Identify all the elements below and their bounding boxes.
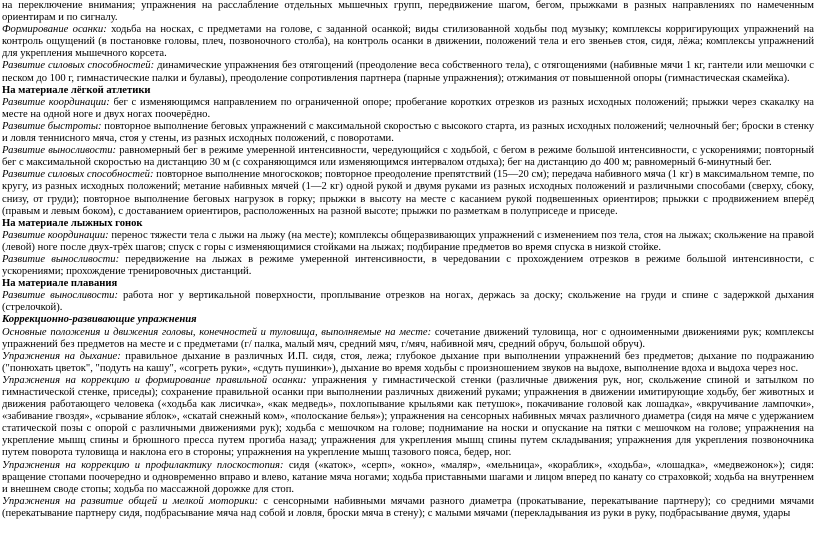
paragraph-lead: Развитие силовых способностей: xyxy=(2,169,154,181)
paragraph-lead: Упражнения на коррекцию и формирование правильной осанки: xyxy=(2,374,307,386)
paragraph xyxy=(2,460,814,496)
paragraph xyxy=(2,290,814,314)
section-heading: На материале лёгкой атлетики xyxy=(2,84,151,96)
paragraph-lead: Развитие выносливости: xyxy=(2,290,118,302)
paragraph-lead: Развитие координации: xyxy=(2,96,110,108)
paragraph xyxy=(2,351,814,375)
paragraph-lead: Основные положения и движения головы, конечностей и туловища, выполняемые на месте: xyxy=(2,326,432,338)
paragraph-text: на переключение внимания; упражнения на расслабление отдельных мышечных групп, передвижение шагом, бегом, прыжками в разных направлениях по намеченным ориентирам и по сигналу. xyxy=(2,0,814,24)
paragraph xyxy=(2,0,814,24)
paragraph-lead: Развитие быстроты: xyxy=(2,120,102,132)
paragraph-lead: Развитие силовых способностей: xyxy=(2,60,155,72)
section-heading: На материале лыжных гонок xyxy=(2,217,143,229)
paragraph-text: сочетание движений туловища, ног с одноименными движениями рук; комплексы упражнений без предметов на месте и с предметами (г/ палка, малый мяч, средний мяч, г/мяч, набивной мяч, средний обруч, большой обруч). xyxy=(2,326,814,350)
paragraph-text: ходьба на носках, с предметами на голове, с заданной осанкой; виды стилизованной ходьбы под музыку; комплексы корригирующих упражнений на контроль ощущений (в постановке головы, плеч, позвоночного столба), на контроль осанки в движении, положений тела и его звеньев стоя, сидя, лёжа; комплексы упражнений для укрепления мышечного корсета. xyxy=(2,24,814,60)
paragraph-text: работа ног у вертикальной поверхности, проплывание отрезков на ногах, держась за доску; скольжение на груди и спине с задержкой дыхания (стрелочкой). xyxy=(2,290,814,314)
paragraph-lead: Упражнения на коррекцию и профилактику плоскостопия: xyxy=(2,459,284,471)
paragraph-lead: Развитие выносливости: xyxy=(2,145,117,157)
paragraph xyxy=(2,145,814,169)
paragraph-text: бег с изменяющимся направлением по ограниченной опоре; пробегание коротких отрезков из разных исходных положений; прыжки через скакалку на месте на одной ноге и двух ногах поочерёдно. xyxy=(2,96,814,120)
paragraph-lead: Формирование осанки: xyxy=(2,24,107,36)
paragraph xyxy=(2,121,814,145)
paragraph-lead: Упражнения на дыхание: xyxy=(2,350,121,362)
paragraph-text: упражнения у гимнастической стенки (различные движения рук, ног, скольжение спиной и затылком по гимнастической стенке, приседы); сохранение правильной осанки при выполнении различных движений руками; упражнения в движении имитирующие ходьбу, бег животных и движения работающего человека («ходьба как лисичка», «как медведь», похлопывание крыльями как петушок», покачивание головой как лошадка», «вкручивание лампочки», «забивание гвоздя», «срывание яблок», «скатай снежный ком», «полоскание белья»); упражнения на сенсорных набивных мячах различного диаметра (сидя на мяче с удержанием статической позы с опорой с различными движениями рук); ходьба с мешочком на голове; поднимание на носки и опускание на пятки с мешочком на голове; упражнения на укрепление мышц спины и брюшного пресса путем прогиба назад; упражнения для укрепления мышц спины путем складывания; упражнения для укрепления позвоночника путем поворота туловища и наклона его в стороны; упражнения на укрепление мышц тазового пояса, бедер, ног. xyxy=(2,374,814,459)
paragraph-text: повторное выполнение беговых упражнений с максимальной скоростью с высокого старта, из разных исходных положений; челночный бег; броски в стенку и ловля теннисного мяча, стоя у стены, из разных исходных положений, с поворотами. xyxy=(2,120,814,145)
paragraph xyxy=(2,327,814,351)
paragraph-text: перенос тяжести тела с лыжи на лыжу (на месте); комплексы общеразвивающих упражнений с изменением поз тела, стоя на лыжах; скольжение на правой (левой) ноге после двух-трёх шагов; спуск с горы с изменяющимися стойками на лыжах; подбирание предметов во время спуска в низкой стойке. xyxy=(2,229,814,253)
paragraph-text: равномерный бег в режиме умеренной интенсивности, чередующийся с ходьбой, с бегом в режиме большой интенсивности, с ускорениями; повторный бег с максимальной скоростью на дистанцию 30 м (с сохраняющимся или изменяющимся интервалом отдыха); бег на дистанцию до 400 м; равномерный 6-минутный бег. xyxy=(2,145,814,169)
paragraph-text: динамические упражнения без отягощений (преодоление веса собственного тела), с отягощениями (набивные мячи 1 кг, гантели или мешочки с песком до 100 г, гимнастические палки и булавы), преодоление сопротивления партнера (парные упражнения); отжимания от повышенной опоры (гимнастическая скамейка). xyxy=(2,60,814,84)
paragraph xyxy=(2,97,814,121)
paragraph-text: передвижение на лыжах в режиме умеренной интенсивности, в чередовании с прохождением отрезков в режиме большой интенсивности, с ускорениями; прохождение тренировочных дистанций. xyxy=(2,253,814,278)
paragraph xyxy=(2,230,814,254)
paragraph xyxy=(2,254,814,278)
paragraph xyxy=(2,60,814,84)
paragraph xyxy=(2,169,814,217)
section-heading: Коррекционно-развивающие упражнения xyxy=(2,314,197,326)
paragraph xyxy=(2,24,814,60)
paragraph-text: сидя («каток», «серп», «окно», «маляр», «мельница», «кораблик», «ходьба», «лошадка», «медвежонок»); сидя: вращение стопами поочередно и одновременно вправо и влево, катание мяча ногами; ходьба приставными шагами и лицом вперед по канату со страховкой; ходьба на внутреннем и внешнем своде стопы; ходьба по массажной дорожке для стоп. xyxy=(2,459,814,495)
paragraph xyxy=(2,375,814,460)
paragraph-text: правильное дыхание в различных И.П. сидя, стоя, лежа; глубокое дыхание при выполнении упражнений без предметов; дыхание по подражанию ("понюхать цветок", "подуть на кашу", «согреть руки», «сдуть пушинки»), дыхание во время ходьбы с произношением звуков на выдохе, выполнение вдоха и выдоха через нос. xyxy=(2,350,814,374)
paragraph xyxy=(2,496,814,520)
paragraph-lead: Развитие координации: xyxy=(2,229,109,241)
paragraph-lead: Развитие выносливости: xyxy=(2,253,120,265)
section-heading: На материале плавания xyxy=(2,278,118,290)
paragraph-text: повторное выполнение многоскоков; повторное преодоление препятствий (15—20 см); передача набивного мяча (1 кг) в максимальном темпе, по кругу, из разных исходных положений; метание набивных мячей (1—2 кг) одной рукой и двумя руками из разных исходных положений и различными способами (сверху, сбоку, снизу, от груди); повторное выполнение беговых нагрузок в горку; прыжки в высоту на месте с касанием рукой подвешенных ориентиров; прыжки с продвижением вперёд (правым и левым боком), с доставанием ориентиров, расположенных на разной высоте; прыжки по разметкам в полуприседе и приседе. xyxy=(2,169,814,217)
paragraph-text: с сенсорными набивными мячами разного диаметра (прокатывание, перекатывание партнеру); со средними мячами (перекатывание партнеру сидя, подбрасывание мяча над собой и ловля, броски мяча в стену); с малыми мячами (перекладывания из руки в руку, подбрасывание двумя, удары xyxy=(2,495,814,519)
paragraph-lead: Упражнения на развитие общей и мелкой моторики: xyxy=(2,495,259,507)
